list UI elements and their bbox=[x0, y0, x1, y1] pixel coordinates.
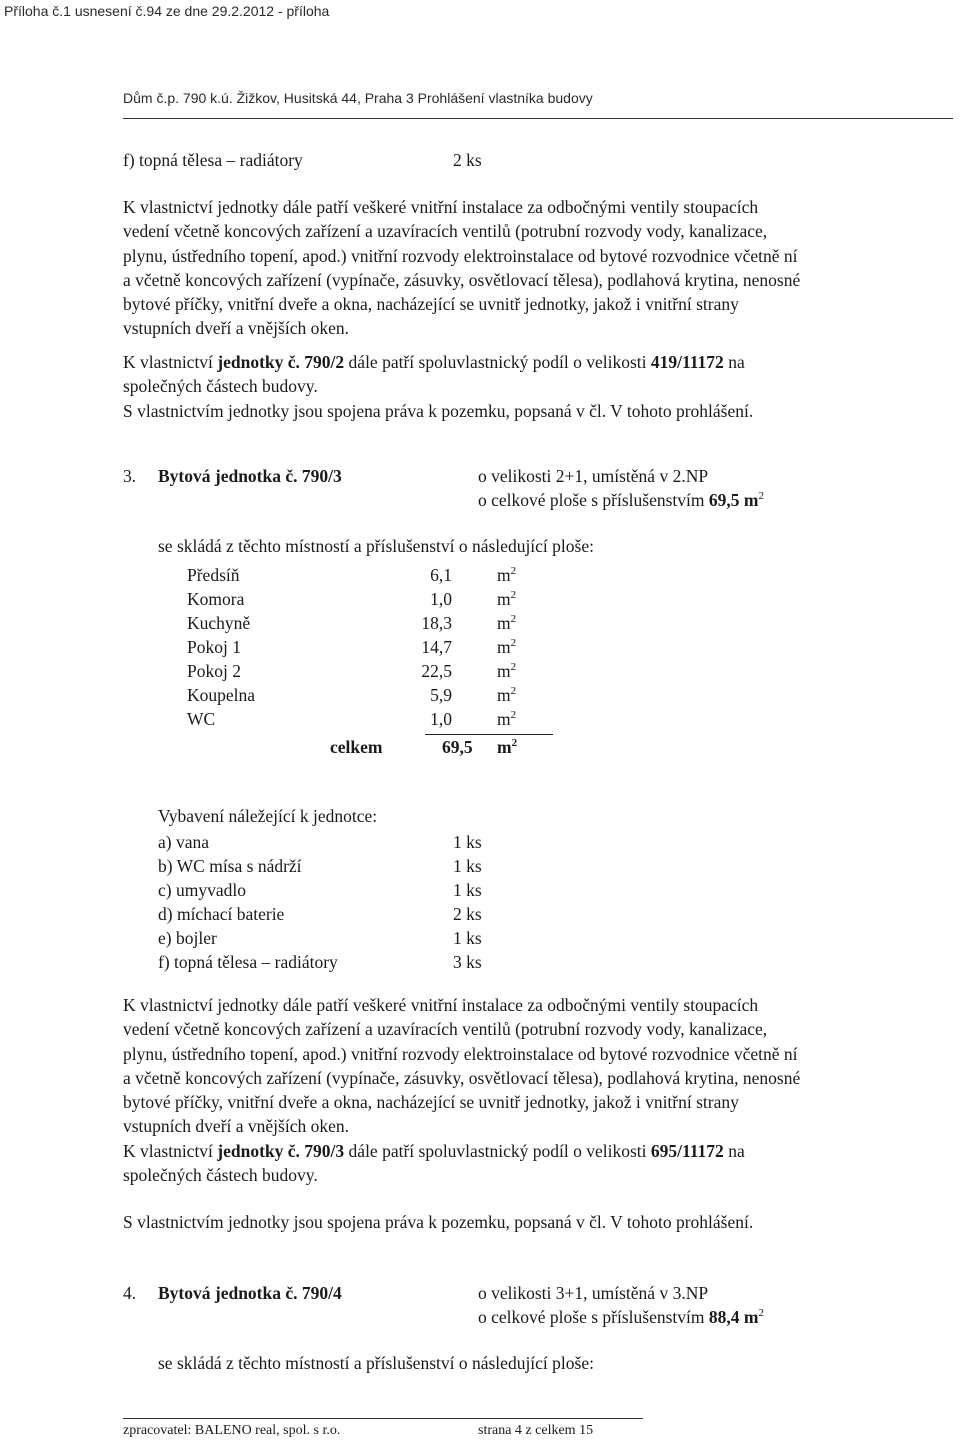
unit2-ownership-paragraph bbox=[123, 195, 955, 341]
unit4-total-area bbox=[478, 1307, 764, 1328]
room-unit: $m^2$ bbox=[497, 709, 517, 729]
header-divider bbox=[123, 118, 953, 119]
footer-page-number: strana 4 z celkem 15 bbox=[478, 1423, 594, 1438]
share-line-2: společných částech budovy. bbox=[123, 376, 318, 397]
rooms-total-label: celkem bbox=[330, 737, 383, 757]
paragraph-line: plynu, ústředního topení, apod.) vnitřní rozvody elektroinstalace od bytové rozvodnice včetně ní bbox=[123, 245, 798, 266]
equipment-name: e) bojler bbox=[158, 928, 217, 948]
room-area: 6,1 bbox=[430, 565, 452, 585]
table-row bbox=[187, 637, 532, 661]
equipment-qty: 1 ks bbox=[453, 832, 482, 852]
rooms-total-unit: $m^2$ bbox=[497, 737, 518, 757]
land-rights: S vlastnictvím jednotky jsou spojena práva k pozemku, popsaná v čl. V tohoto prohlášení. bbox=[123, 400, 754, 421]
footer-divider bbox=[123, 1418, 643, 1419]
paragraph-line: bytové příčky, vnitřní dveře a okna, nacházející se uvnitř jednotky, jakož i vnitřní strany bbox=[123, 1092, 739, 1113]
equipment-name: d) míchací baterie bbox=[158, 904, 285, 924]
share-suffix: na bbox=[723, 1140, 745, 1161]
unit4-rooms-intro: se skládá z těchto místností a příslušenství o následující ploše: bbox=[158, 1353, 594, 1373]
table-row bbox=[187, 565, 532, 589]
table-row bbox=[187, 709, 532, 733]
footer-processor: zpracovatel: BALENO real, spol. s r.o. bbox=[123, 1423, 341, 1438]
room-name: WC bbox=[187, 709, 216, 729]
list-item bbox=[158, 904, 498, 928]
table-row bbox=[187, 685, 532, 709]
table-row bbox=[187, 613, 532, 637]
room-area: 5,9 bbox=[430, 685, 452, 705]
equipment-name: c) umyvadlo bbox=[158, 880, 246, 900]
share-line bbox=[123, 350, 955, 374]
share-suffix: na bbox=[723, 352, 745, 372]
room-unit: $m^2$ bbox=[497, 661, 517, 681]
share-prefix: K vlastnictví bbox=[123, 1140, 218, 1161]
share-line-2: společných částech budovy. bbox=[123, 1165, 318, 1186]
unit4-title: Bytová jednotka č. 790/4 bbox=[158, 1283, 342, 1303]
equipment-name: a) vana bbox=[158, 832, 210, 852]
equipment-qty: 1 ks bbox=[453, 880, 482, 900]
paragraph-line: a včetně koncových zařízení (vypínače, zásuvky, osvětlovací tělesa), podlahová krytina, nenosné bbox=[123, 269, 801, 290]
area-label: o celkové ploše s příslušenstvím bbox=[478, 490, 709, 510]
unit3-ownership-paragraph bbox=[123, 993, 955, 1187]
paragraph-line: vedení včetně koncových zařízení a uzavíracích ventilů (potrubní rozvody vody, kanalizace, bbox=[123, 1019, 768, 1040]
room-unit: $m^2$ bbox=[497, 685, 517, 705]
room-unit: $m^2$ bbox=[497, 589, 517, 609]
document-title: Dům č.p. 790 k.ú. Žižkov, Husitská 44, Praha 3 Prohlášení vlastníka budovy bbox=[123, 90, 593, 106]
room-name: Předsíň bbox=[187, 565, 240, 585]
table-row bbox=[187, 589, 532, 613]
area-superscript: 2 bbox=[758, 1307, 764, 1319]
share-middle: dále patří spoluvlastnický podíl o velikosti bbox=[344, 352, 651, 372]
attachment-note: Příloha č.1 usnesení č.94 ze dne 29.2.2012 - příloha bbox=[4, 3, 330, 19]
list-item bbox=[158, 880, 498, 904]
paragraph-line: vedení včetně koncových zařízení a uzavíracích ventilů (potrubní rozvody vody, kanalizace, bbox=[123, 221, 768, 242]
unit3-number: 3. bbox=[123, 466, 137, 486]
area-superscript: 2 bbox=[758, 490, 764, 502]
table-row bbox=[187, 661, 532, 685]
room-name: Komora bbox=[187, 589, 245, 609]
room-area: 14,7 bbox=[421, 637, 452, 657]
unit3-land-rights: S vlastnictvím jednotky jsou spojena práva k pozemku, popsaná v čl. V tohoto prohlášení. bbox=[123, 1212, 754, 1232]
room-unit: $m^2$ bbox=[497, 637, 517, 657]
unit3-title: Bytová jednotka č. 790/3 bbox=[158, 466, 342, 486]
room-name: Koupelna bbox=[187, 685, 256, 705]
unit4-number: 4. bbox=[123, 1283, 137, 1303]
paragraph-line: vstupních dveří a vnějších oken. bbox=[123, 318, 349, 339]
share-fraction: 419/11172 bbox=[650, 352, 724, 372]
equipment-qty: 2 ks bbox=[453, 904, 482, 924]
equipment-name: b) WC mísa s nádrží bbox=[158, 856, 302, 876]
paragraph-line: vstupních dveří a vnějších oken. bbox=[123, 1116, 349, 1137]
unit2-item-f-label: f) topná tělesa – radiátory bbox=[123, 150, 303, 170]
room-name: Kuchyně bbox=[187, 613, 251, 633]
room-name: Pokoj 1 bbox=[187, 637, 241, 657]
unit2-share-paragraph bbox=[123, 350, 955, 423]
unit4-size: o velikosti 3+1, umístěná v 3.NP bbox=[478, 1283, 709, 1303]
unit3-total-area bbox=[478, 490, 764, 511]
share-fraction: 695/11172 bbox=[650, 1140, 724, 1161]
room-area: 1,0 bbox=[430, 589, 452, 609]
room-name: Pokoj 2 bbox=[187, 661, 241, 681]
list-item bbox=[158, 928, 498, 952]
paragraph-line: a včetně koncových zařízení (vypínače, zásuvky, osvětlovací tělesa), podlahová krytina, nenosné bbox=[123, 1067, 801, 1088]
share-prefix: K vlastnictví bbox=[123, 352, 218, 372]
paragraph-line: K vlastnictví jednotky dále patří veškeré vnitřní instalace za odbočnými ventily stoupacích bbox=[123, 995, 759, 1015]
list-item bbox=[158, 856, 498, 880]
unit3-equipment-list bbox=[158, 832, 498, 982]
paragraph-line: plynu, ústředního topení, apod.) vnitřní rozvody elektroinstalace od bytové rozvodnice včetně ní bbox=[123, 1043, 798, 1064]
room-unit: $m^2$ bbox=[497, 613, 517, 633]
area-value: 88,4 m bbox=[708, 1307, 759, 1327]
room-area: 1,0 bbox=[430, 709, 452, 729]
list-item bbox=[158, 952, 498, 976]
total-divider bbox=[425, 734, 553, 735]
equipment-qty: 3 ks bbox=[453, 952, 482, 972]
share-middle: dále patří spoluvlastnický podíl o velikosti bbox=[344, 1140, 651, 1161]
equipment-qty: 1 ks bbox=[453, 928, 482, 948]
unit-number: jednotky č. 790/2 bbox=[217, 352, 345, 372]
room-area: 18,3 bbox=[421, 613, 452, 633]
room-unit: $m^2$ bbox=[497, 565, 517, 585]
room-area: 22,5 bbox=[421, 661, 452, 681]
paragraph-line: bytové příčky, vnitřní dveře a okna, nacházející se uvnitř jednotky, jakož i vnitřní strany bbox=[123, 294, 739, 315]
area-label: o celkové ploše s příslušenstvím bbox=[478, 1307, 709, 1327]
share-line bbox=[123, 1139, 955, 1163]
unit2-item-f-qty: 2 ks bbox=[453, 150, 482, 170]
unit3-size: o velikosti 2+1, umístěná v 2.NP bbox=[478, 466, 709, 486]
paragraph-line: K vlastnictví jednotky dále patří veškeré vnitřní instalace za odbočnými ventily stoupacích bbox=[123, 197, 759, 217]
rooms-total-value: 69,5 bbox=[442, 737, 473, 757]
unit3-rooms-intro: se skládá z těchto místností a příslušenství o následující ploše: bbox=[158, 536, 594, 556]
list-item bbox=[158, 832, 498, 856]
equipment-qty: 1 ks bbox=[453, 856, 482, 876]
unit-number: jednotky č. 790/3 bbox=[217, 1140, 345, 1161]
unit3-equipment-intro: Vybavení náležející k jednotce: bbox=[158, 806, 378, 826]
equipment-name: f) topná tělesa – radiátory bbox=[158, 952, 338, 972]
area-value: 69,5 m bbox=[708, 490, 759, 510]
